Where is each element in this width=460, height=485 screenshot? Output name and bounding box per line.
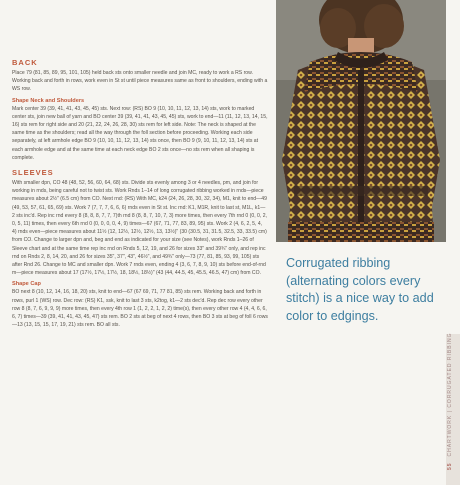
pattern-text-column (12, 58, 268, 329)
neck-shoulders-paragraph: Mark center 39 (39, 41, 41, 43, 45, 45) sts. Next row: (RS) BO 9 (10, 10, 11, 12, 13, 14) sts, work to marked center sts, join new ball of yarn and BO center 39 (39, 41, 41, 43, 45, 45) sts, work to end—11 (11, 12, 13, 14, 15, 16) sts rem for right side and 20 (21, 22, 24, 26, 28, 30) sts rem for left side. Note: The neck is shaped at the same time as the shoulders; read all the way through the foll section before proceeding. Working each side separately, at left armhole edge BO 9 (10, 10, 11, 12, 13, 14) sts once, then BO 9 (9, 10, 11, 12, 13, 14) sts at each armhole edge and at the same time at each neck edge BO 2 sts once—no sts rem when all shaping is complete. (12, 105, 268, 161)
sleeves-heading: SLEEVES (12, 168, 54, 178)
shape-cap-subheading: Shape Cap (12, 281, 41, 288)
pull-quote: Corrugated ribbing (alternating colors every stitch) is a nice way to add color to edgings. (286, 256, 434, 323)
back-intro-paragraph: Place 79 (81, 85, 89, 95, 101, 105) held back sts onto smaller needle and join MC, ready to work a RS row. Working back and forth in rows, work even in St st until piece measures same as front to shoulders, ending with a WS row. (12, 70, 268, 93)
running-section-title: CHARTWORK | CORRUGATED RIBBING (447, 332, 453, 457)
shape-cap-paragraph: BO next 8 (10, 12, 14, 16, 18, 20) sts, knit to end—67 (67 69, 71, 77 81, 85) sts rem. Working back and forth in rows, purl 1 (WS) row. Dec row: (RS) K1, ssk, knit to last 3 sts, k2tog, k1—2 sts dec'd. Rep dec row every other row 8 (8, 7, 6, 9, 9, 9) more times, then every 4th row 1 (1, 2, 2, 1, 2, 2) time(s), then every other row 4 (4, 4, 6, 6, 6, 7) times—39 (39, 41, 41, 43, 45, 47) sts rem. BO 2 sts at beg of next 4 rows, then BO 3 sts at beg of foll 6 rows—13 (13, 15, 15, 17, 19, 21) sts rem. BO all sts. (12, 289, 268, 329)
neck-shoulders-subheading: Shape Neck and Shoulders (12, 97, 85, 104)
side-running-footer (447, 333, 453, 470)
sleeves-paragraph: With smaller dpn, CO 48 (48, 52, 56, 60, 64, 68) sts. Divide sts evenly among 3 or 4 needles, pm, and join for working in rnds, being careful not to twist sts. Work Rnds 1–14 of long corrugated ribbing worked in rnds—piece measures about 2½" (6.5 cm) from CO. Next rnd: (RS) With MC, k24 (24, 26, 28, 30, 32, 34), M1, knit to end—49 (49, 53, 57, 61, 65, 69) sts. Work 7 (7, 7, 7, 6, 6, 6) rnds even in St st. Inc rnd: K1, M1R, knit to last st, M1L, k1—2 sts inc'd. Rep inc rnd every 8 (8, 8, 8, 7, 7, 7)th rnd 8 (8, 8, 7, 10, 7, 3) more times, then every 7th rnd 0 (0, 0, 2, 0, 5, 11) times, then every 6th rnd 0 (0, 0, 0, 0, 4, 9) times—67 (67, 71, 77, 83, 89, 95) sts. Work 2 (4, 6, 2, 5, 4, 4) rnds even—piece measures about 11½ (12, 12½, 12½, 12½, 13, 13½)" (30 (30.5, 31, 31.5, 32.5, 33, 33.5) cm) from CO. Change to larger dpn and, beg and end as indicated for your size (see Notes), work Rnds 1–26 of Sleeve chart and at the same time rep inc rnd on Rnds 5, 12, 19, and 26 for sizes 33" and 39¾" only, and rep inc rnd on Rnds 2, 8, 14, 20, and 26 for sizes 35", 37", 43", 46½", and 49¾" only—73 (77, 81, 85, 93, 99, 105) sts after Rnd 26. Change to MC and smaller dpn. Work 7 rnds even, ending 4 (3, 6, 7, 8, 9, 10) sts before end-of-rnd m—piece measures about 17 (17½, 17½, 17½, 18, 18½, 18½)" (43 (44, 44.5, 45, 45.5, 46.5, 47) cm) from CO. (12, 180, 267, 277)
back-heading: BACK (12, 58, 38, 67)
photo-illustration (276, 0, 446, 242)
page-number: 55 (447, 462, 453, 470)
sweater-photo (276, 0, 446, 242)
